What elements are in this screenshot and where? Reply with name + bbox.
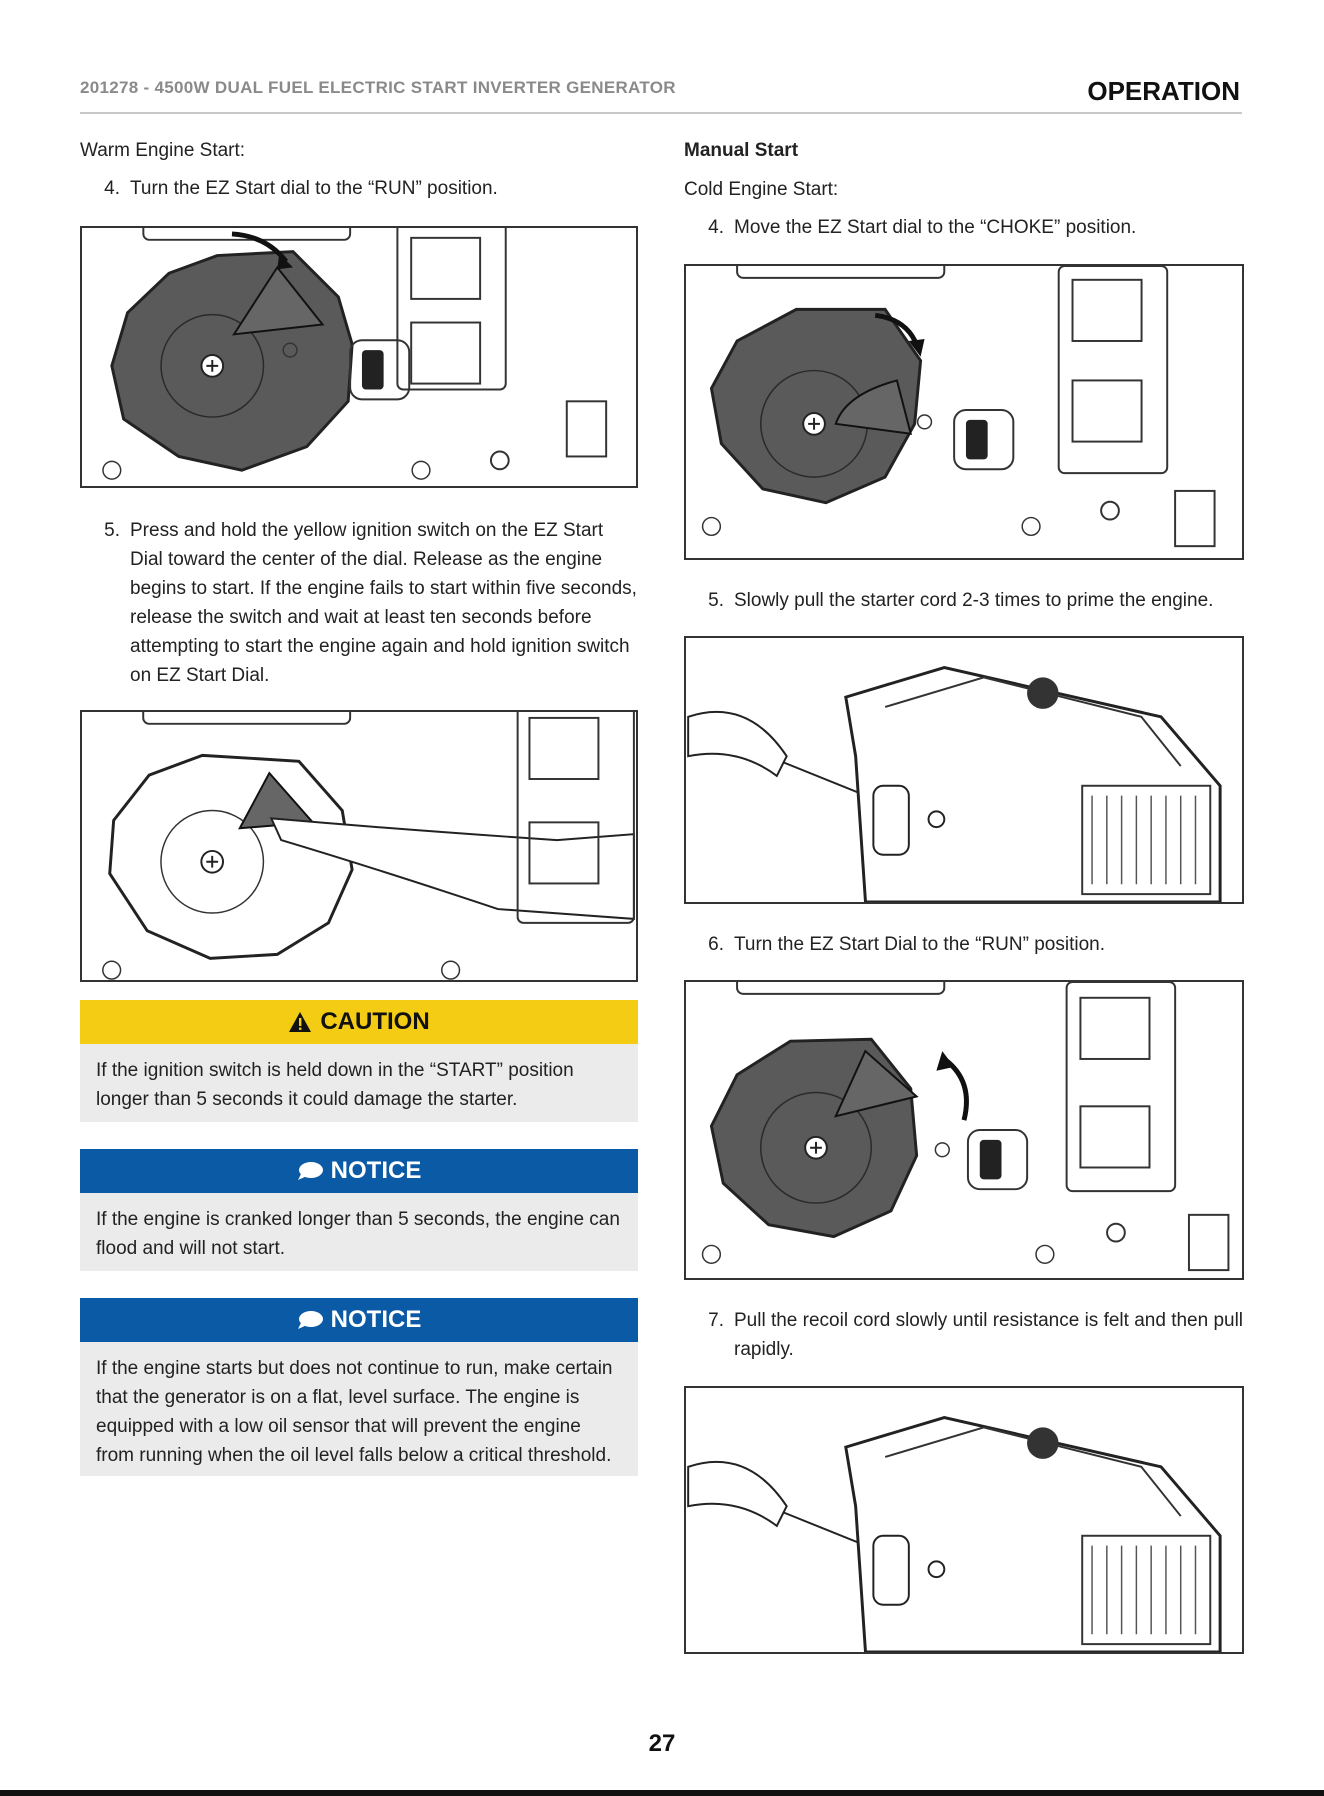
- left-step-5: [80, 516, 640, 690]
- notice-title: NOTICE: [330, 1306, 422, 1333]
- section-title: OPERATION: [1087, 76, 1240, 106]
- caution-banner: [80, 1000, 638, 1044]
- warm-engine-heading: Warm Engine Start:: [80, 140, 246, 161]
- step-text: Turn the EZ Start Dial to the “RUN” position.: [734, 934, 1105, 955]
- notice-message-1: If the engine is cranked longer than 5 seconds, the engine can flood and will not start.: [80, 1193, 638, 1271]
- caution-title: CAUTION: [320, 1008, 430, 1035]
- header-divider: [80, 112, 1242, 114]
- step-number: 5.: [708, 590, 724, 611]
- caution-message: If the ignition switch is held down in the “START” position longer than 5 seconds it could damage the starter.: [80, 1044, 638, 1122]
- notice-banner-1: [80, 1149, 638, 1193]
- left-step-4: [80, 174, 640, 203]
- dial-illustration: [82, 228, 636, 486]
- warning-triangle-icon: [288, 1011, 312, 1033]
- figure-dial-choke: [684, 264, 1244, 560]
- generator-illustration: [686, 1388, 1242, 1652]
- step-number: 4.: [708, 217, 724, 238]
- dial-illustration: [686, 266, 1242, 558]
- step-text: Pull the recoil cord slowly until resistance is felt and then pull rapidly.: [734, 1310, 1244, 1360]
- right-step-6: [684, 930, 1244, 959]
- page-number: 27: [648, 1730, 676, 1757]
- step-number: 7.: [708, 1310, 724, 1331]
- manual-start-heading: Manual Start: [684, 140, 799, 161]
- step-number: 4.: [104, 178, 120, 199]
- dial-illustration: [686, 982, 1242, 1278]
- notice-message-2: If the engine starts but does not continue to run, make certain that the generator is on a flat, level surface. The engine is equipped with a low oil sensor that will prevent the engine from running when the oil level falls below a critical threshold.: [80, 1342, 638, 1476]
- generator-illustration: [686, 638, 1242, 902]
- step-text: Turn the EZ Start dial to the “RUN” position.: [130, 178, 498, 199]
- step-number: 5.: [104, 520, 120, 541]
- right-step-7: [684, 1306, 1244, 1364]
- speech-bubble-icon: [297, 1310, 323, 1330]
- notice-title: NOTICE: [330, 1157, 422, 1184]
- notice-banner-2: [80, 1298, 638, 1342]
- step-number: 6.: [708, 934, 724, 955]
- figure-pull-cord-prime: [684, 636, 1244, 904]
- step-text: Press and hold the yellow ignition switch on the EZ Start Dial toward the center of the dial. Release as the engine begins to start. If the engine fails to start within five seconds, release the switch and wait at least ten seconds before attempting to start the engine again and hold ignition switch on EZ Start Dial.: [130, 520, 637, 686]
- bottom-border: [0, 1790, 1324, 1796]
- figure-dial-run-cold: [684, 980, 1244, 1280]
- document-title: 201278 - 4500W DUAL FUEL ELECTRIC START INVERTER GENERATOR: [80, 78, 676, 97]
- figure-press-ignition: [80, 710, 638, 982]
- step-text: Slowly pull the starter cord 2-3 times to prime the engine.: [734, 590, 1214, 611]
- ignition-illustration: [82, 712, 636, 980]
- figure-dial-run-warm: [80, 226, 638, 488]
- cold-engine-heading: Cold Engine Start:: [684, 179, 839, 200]
- step-text: Move the EZ Start dial to the “CHOKE” position.: [734, 217, 1137, 238]
- speech-bubble-icon: [297, 1161, 323, 1181]
- right-step-5: [684, 586, 1244, 615]
- right-step-4: [684, 213, 1244, 242]
- figure-pull-recoil-cord: [684, 1386, 1244, 1654]
